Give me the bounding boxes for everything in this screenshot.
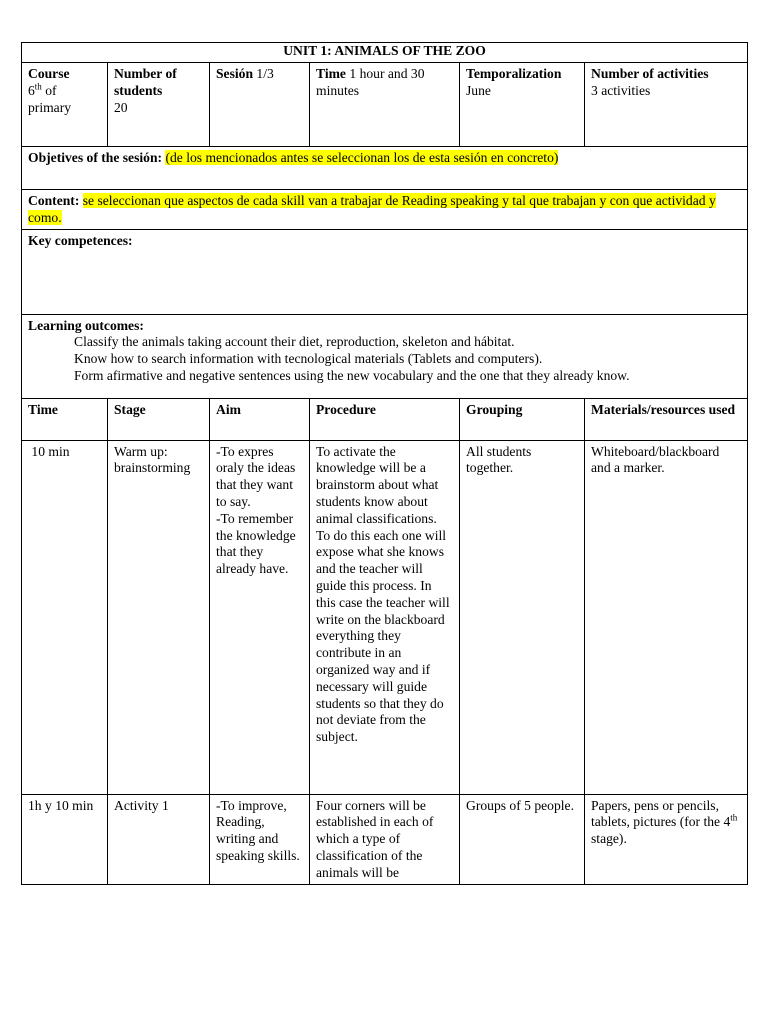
content-label: Content:: [28, 193, 80, 208]
students-label: Number of students: [114, 66, 177, 98]
table-row: [22, 440, 748, 794]
outcome-item: Form afirmative and negative sentences using the new vocabulary and the one that they already know.: [74, 367, 630, 383]
temporalization-cell: [460, 63, 585, 147]
course-value: 6th of primary: [28, 81, 72, 115]
competences-label: Key competences:: [28, 232, 133, 248]
row-materials: Papers, pens or pencils, tablets, pictures (for the 4th stage).: [585, 794, 748, 884]
time-value: 1 hour and 30 minutes: [316, 66, 425, 98]
row-stage: Activity 1: [108, 794, 210, 884]
activities-label: Number of activities: [591, 66, 709, 81]
students-value: 20: [114, 99, 128, 115]
course-label: Course: [28, 66, 70, 81]
column-header-aim: Aim: [210, 398, 310, 440]
row-time: 1h y 10 min: [22, 794, 108, 884]
session-value: 1/3: [253, 66, 274, 81]
students-cell: [108, 63, 210, 147]
title-row: [22, 43, 748, 63]
content-text: se seleccionan que aspectos de cada skill van a trabajar de Reading speaking y tal que trabajan y con que actividad y como.: [28, 193, 716, 225]
lesson-plan-document: [21, 42, 747, 885]
competences-cell: [22, 229, 748, 314]
activities-value: 3 activities: [591, 82, 651, 98]
outcomes-label: Learning outcomes:: [28, 317, 144, 333]
column-header-stage: Stage: [108, 398, 210, 440]
competences-row: [22, 229, 748, 314]
column-header-materials: Materials/resources used: [585, 398, 748, 440]
outcomes-cell: [22, 314, 748, 398]
temporalization-value: June: [466, 82, 491, 98]
objectives-text: (de los mencionados antes se seleccionan los de esta sesión en concreto): [165, 150, 559, 165]
objectives-row: [22, 147, 748, 190]
objectives-cell: [22, 147, 748, 190]
session-cell: [210, 63, 310, 147]
table-row: [22, 794, 748, 884]
temporalization-label: Temporalization: [466, 66, 562, 81]
activities-cell: [585, 63, 748, 147]
row-materials: Whiteboard/blackboard and a marker.: [585, 440, 748, 794]
row-procedure: To activate the knowledge will be a brainstorm about what students know about animal classifications. To do this each one will expose what she knows and the teacher will guide this process. In this case the teacher will write on the blackboard everything they contribute in an organized way and if necessary will guide students so that they do not deviate from the subject.: [310, 440, 460, 794]
objectives-label: Objetives of the sesión:: [28, 150, 163, 165]
outcome-item: Classify the animals taking account their diet, reproduction, skeleton and hábitat.: [74, 334, 515, 350]
content-cell: [22, 190, 748, 230]
header-row: [22, 63, 748, 147]
column-header-row: [22, 398, 748, 440]
column-header-procedure: Procedure: [310, 398, 460, 440]
row-aim: -To improve, Reading, writing and speaking skills.: [210, 794, 310, 884]
row-aim: -To expres oraly the ideas that they want to say. -To remember the knowledge that they already have.: [210, 440, 310, 794]
time-label: Time: [316, 66, 346, 81]
column-header-time: Time: [22, 398, 108, 440]
row-stage: Warm up: brainstorming: [108, 440, 210, 794]
session-label: Sesión: [216, 66, 254, 81]
row-time: 10 min: [22, 440, 108, 794]
column-header-grouping: Grouping: [460, 398, 585, 440]
course-cell: [22, 63, 108, 147]
outcome-item: Know how to search information with tecnological materials (Tablets and computers).: [74, 351, 543, 367]
unit-title: UNIT 1: ANIMALS OF THE ZOO: [22, 43, 748, 63]
row-grouping: Groups of 5 people.: [460, 794, 585, 884]
lesson-plan-table: [21, 42, 748, 885]
row-grouping: All students together.: [460, 440, 585, 794]
content-row: [22, 190, 748, 230]
time-cell: [310, 63, 460, 147]
row-procedure: Four corners will be established in each of which a type of classification of the animals will be: [310, 794, 460, 884]
outcomes-row: [22, 314, 748, 398]
